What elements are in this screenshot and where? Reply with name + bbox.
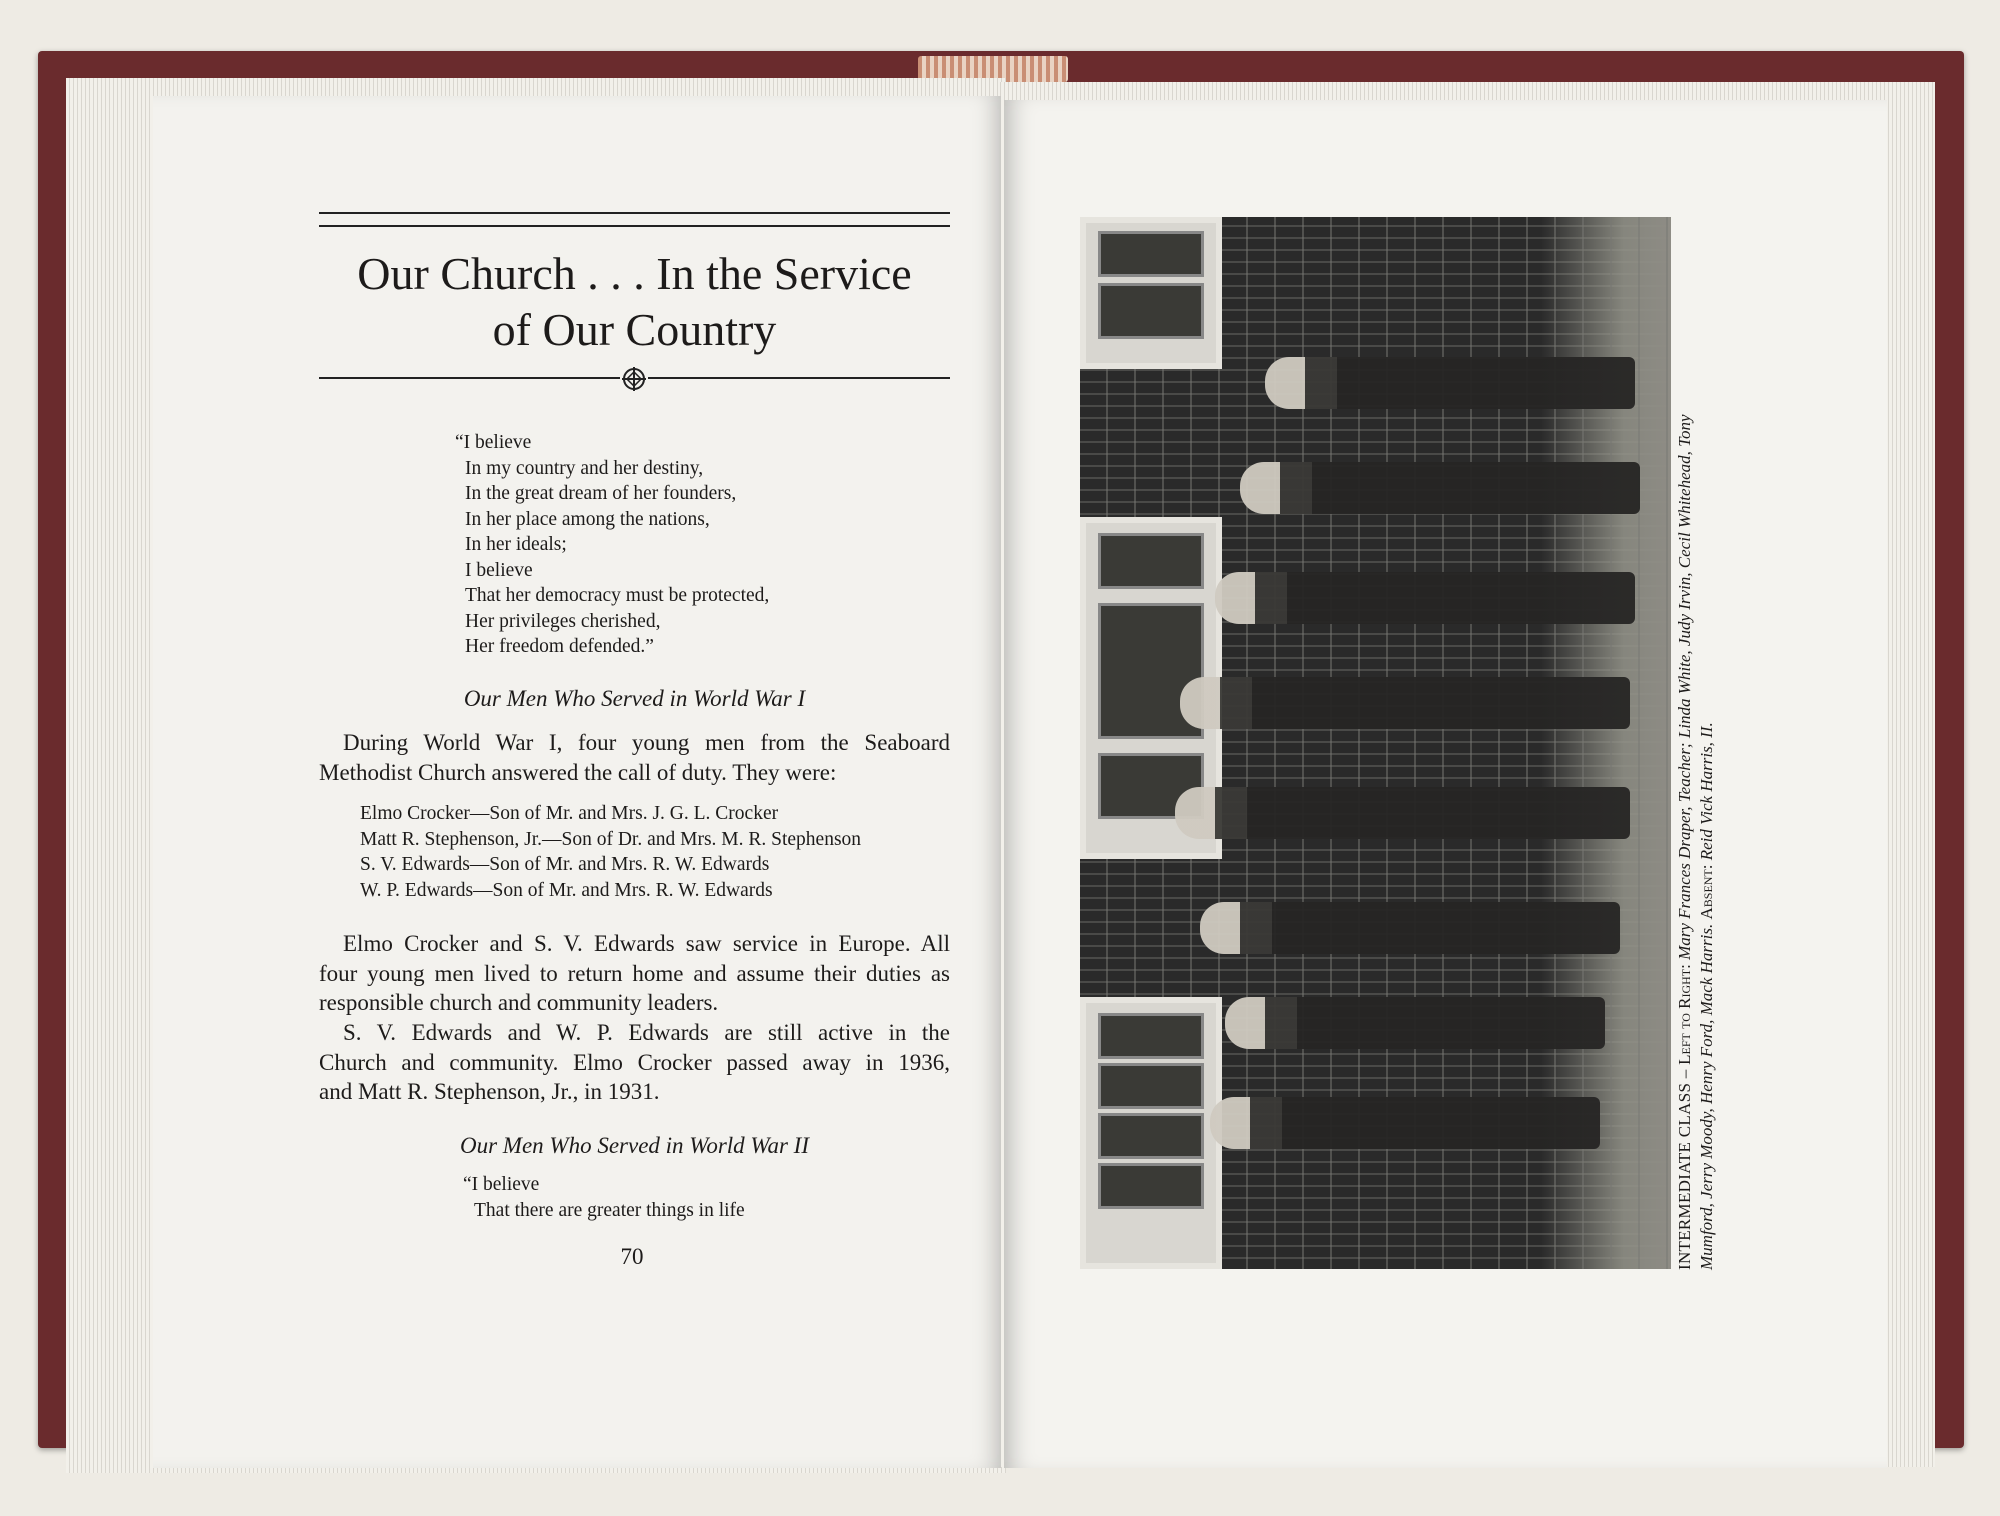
text-line: four young men lived to return home and assume their duties as: [319, 960, 950, 986]
caption-line-1: [1674, 210, 1696, 1270]
list-item: S. V. Edwards—Son of Mr. and Mrs. R. W. Edwards: [360, 854, 770, 875]
ornament-icon: [620, 365, 648, 393]
caption-label: INTERMEDIATE CLASS –: [1675, 1064, 1694, 1270]
list-item: Elmo Crocker—Son of Mr. and Mrs. J. G. L. Crocker: [360, 803, 779, 824]
caption-absent-names: Reid Vick Harris, II.: [1697, 722, 1716, 865]
text-line: Methodist Church answered the call of duty. They were:: [319, 759, 837, 785]
person: [1265, 357, 1635, 409]
section-heading-ww2: Our Men Who Served in World War II: [459, 1133, 809, 1158]
paragraph-ww1-intro: [319, 728, 950, 787]
title-line: Our Church . . . In the Service: [357, 248, 912, 299]
page-title: [319, 246, 950, 358]
text-line: responsible church and community leaders.: [319, 990, 719, 1015]
caption-names: Mary Frances Draper, Teacher; Linda White, Judy Irvin, Cecil Whitehead, Tony: [1675, 414, 1694, 965]
text-line: Church and community. Elmo Crocker passed away in 1936,: [319, 1049, 950, 1075]
text-line: During World War I, four young men from the Seaboard: [343, 730, 950, 755]
paragraph-service: [319, 929, 950, 1018]
caption-absent-label: Absent:: [1697, 864, 1716, 920]
poem-line: In her place among the nations,: [465, 508, 710, 530]
poem-line: In the great dream of her founders,: [465, 483, 737, 504]
servicemen-list: [360, 801, 861, 903]
text-line: S. V. Edwards and W. P. Edwards are still active in the: [343, 1020, 950, 1045]
poem-line: “I believe: [463, 1174, 540, 1195]
title-line: of Our Country: [492, 304, 777, 355]
caption-line-2: [1696, 210, 1718, 1270]
poem-line: Her freedom defended.”: [465, 636, 654, 657]
person: [1215, 572, 1635, 624]
poem-line: “I believe: [455, 432, 532, 453]
window: [1080, 997, 1222, 1269]
caption-left-to-right: Left to Right:: [1675, 964, 1694, 1065]
list-item: W. P. Edwards—Son of Mr. and Mrs. R. W. Edwards: [360, 879, 773, 901]
poem-line: That her democracy must be protected,: [465, 585, 770, 606]
page-number: 70: [620, 1244, 644, 1269]
poem-line: That there are greater things in life: [474, 1199, 745, 1221]
person: [1225, 997, 1605, 1049]
poem-line: In her ideals;: [465, 534, 567, 555]
window: [1080, 217, 1222, 369]
text-line: and Matt R. Stephenson, Jr., in 1931.: [319, 1079, 660, 1104]
poem-world-war-2: [463, 1172, 745, 1223]
poem-line: Her privileges cherished,: [465, 610, 661, 632]
text-line: Elmo Crocker and S. V. Edwards saw service in Europe. All: [343, 931, 950, 956]
person: [1210, 1097, 1600, 1149]
person: [1180, 677, 1630, 729]
paragraph-status: [319, 1018, 950, 1107]
person: [1240, 462, 1640, 514]
poem-line: I believe: [465, 559, 533, 581]
photo-caption: [1674, 210, 1718, 1270]
top-rule-thin: [319, 225, 950, 227]
person: [1175, 787, 1630, 839]
poem-world-war-1: [455, 430, 769, 660]
section-heading-ww1: Our Men Who Served in World War I: [463, 686, 806, 711]
poem-line: In my country and her destiny,: [465, 457, 704, 479]
caption-names: Mumford, Jerry Moody, Henry Ford, Mack Harris.: [1697, 919, 1716, 1270]
person: [1200, 902, 1620, 954]
class-photograph: [1080, 217, 1671, 1269]
top-rule: [319, 212, 950, 214]
list-item: Matt R. Stephenson, Jr.—Son of Dr. and Mrs. M. R. Stephenson: [360, 828, 862, 850]
